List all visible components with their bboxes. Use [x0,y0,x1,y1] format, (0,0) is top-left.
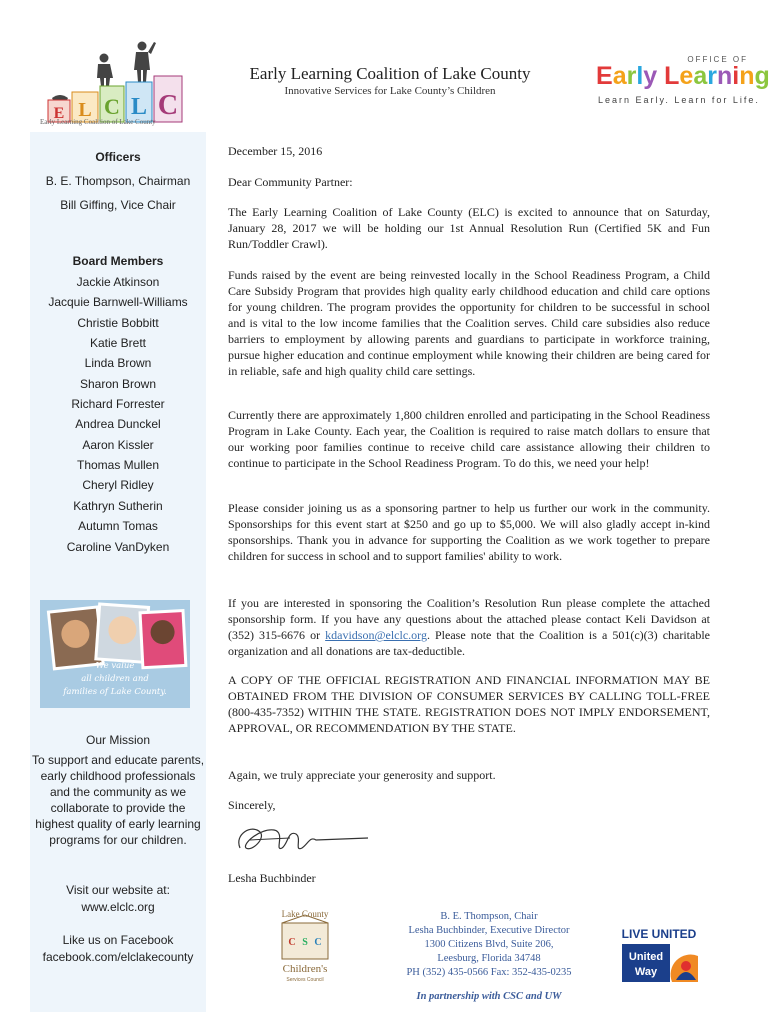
oel-letter: a [693,62,708,90]
mission-heading: Our Mission [85,733,150,747]
signature [230,818,370,862]
mission-line: To support and educate parents, [31,753,205,767]
logo-letter-4: L [130,94,148,120]
board-member: Autumn Tomas [78,519,158,533]
lcc-logo-letter: C [288,937,296,948]
uw-logo-line2: Way [634,966,658,978]
letter-salutation: Dear Community Partner: [228,175,353,189]
lcc-logo-bottom: Children's [282,963,328,975]
logo-letter-1: E [53,105,65,122]
oel-letter: g [754,62,770,90]
email-link[interactable]: kdavidson@elclc.org [325,628,427,642]
footer-partnership: In partnership with CSC and UW [416,991,562,1002]
facebook-link[interactable]: facebook.com/elclakecounty [42,950,194,964]
uw-logo-top: LIVE UNITED [621,927,697,941]
letter-signer: Lesha Buchbinder [228,871,316,885]
oel-letter: E [596,62,613,90]
website-label: Visit our website at: [66,883,170,897]
board-member: Thomas Mullen [76,458,160,472]
photo-caption-line: We value [95,661,135,671]
facebook-label: Like us on Facebook [62,933,174,947]
board-member: Sharon Brown [79,377,157,391]
united-way-logo [618,924,700,984]
letter-date: December 15, 2016 [228,144,323,158]
footer-contact [370,910,608,980]
mission-line: collaborate to provide the [50,801,186,815]
letter-paragraph-5 [228,595,710,659]
mission-line: highest quality of early learning [35,817,201,831]
uw-logo-line1: United [628,951,664,963]
letter-paragraph-2: Funds raised by the event are being reinvested locally in the School Readiness Program, a Child Care Subsidy Program that provides high quality early childhood education and child care options for young children. The program provides the opportunity for children to be successful in school and is vital to the low income families that the Coalition serves. Child care subsidies also reduce barriers to employment by allowing parents and guardians to participate in workforce training, pursue higher education and continue employment while knowing their children are being cared for in reliable, safe and high quality child care settings. [228,268,710,378]
mission-text [30,752,206,848]
footer-contact-line: 1300 Citizens Blvd, Suite 206, [424,939,554,950]
lake-county-childrens-services-logo [270,905,340,985]
lcc-logo-top: Lake County [281,909,329,919]
oel-tagline: Learn Early. Learn for Life. [598,95,760,105]
footer-contact-line: PH (352) 435-0566 Fax: 352-435-0235 [406,967,572,978]
oel-letter: n [739,62,755,90]
mission-line: early childhood professionals [40,769,196,783]
oel-letter: L [664,62,680,90]
photo-caption [40,660,190,699]
letter-closing: Sincerely, [228,798,276,812]
footer-contact-line: Leesburg, Florida 34748 [437,953,541,964]
officer-name: B. E. Thompson, Chairman [45,174,191,188]
officer-name: Bill Giffing, Vice Chair [60,198,176,212]
oel-letter: i [732,62,740,90]
letter-paragraph-7: Again, we truly appreciate your generosity and support. [228,768,496,782]
logo-letter-2: L [78,99,92,121]
board-member: Christie Bobbitt [77,316,159,330]
board-member: Caroline VanDyken [66,540,170,554]
paragraph-5-text-end: . Please note that the Coalition is a 501(c)(3) charitable organization and all donations are tax-deductible. [228,628,710,658]
board-member: Katie Brett [89,336,147,350]
photo-caption-line: families of Lake County. [63,687,167,697]
footer-contact-line: B. E. Thompson, Chair [440,911,538,922]
children-photo [40,600,190,708]
letter-paragraph-1: The Early Learning Coalition of Lake County (ELC) is excited to announce that on Saturday, January 28, 2017 we will be holding our 1st Annual Resolution Run (Certified 5K and Fun Run/Toddler Crawl). [228,205,710,251]
letter-paragraph-3: Currently there are approximately 1,800 children enrolled and participating in the School Readiness Program in Lake County. Each year, the Coalition is required to raise match dollars to ensure that our working poor families continue to receive child care assistance allowing their children to continue to participate in the School Readiness Program. To do this, we need your help! [228,408,710,470]
logo-letter-5: C [157,90,179,121]
photo-caption-line: all children and [81,674,149,684]
officers-heading: Officers [95,150,141,164]
lcc-logo-letter: S [302,937,308,948]
board-member: Kathryn Sutherin [73,499,163,513]
letter-paragraph-4: Please consider joining us as a sponsoring partner to help us further our work in the community. Sponsorships for this event start at $250 and go up to $5,000. We will also gladly accept in-kind sponsorships. Thank you in advance for supporting the Coalition as we work together to prepare children for success in school and to support families' ability to work. [228,501,710,563]
board-member: Cheryl Ridley [82,478,154,492]
elclc-logo-caption: Early Learning Coalition of Lake County [40,118,156,126]
lcc-logo-letter: C [314,937,322,948]
board-member: Aaron Kissler [82,438,154,452]
footer-contact-line: Lesha Buchbinder, Executive Director [408,925,570,936]
oel-letter: l [636,62,644,90]
board-member: Jackie Atkinson [76,275,160,289]
mission-line: programs for our children. [49,833,187,847]
board-member: Andrea Dunckel [75,417,161,431]
oel-office-label: OFFICE OF [687,55,748,64]
oel-letter: y [643,62,658,90]
oel-letter: r [707,62,717,90]
lcc-logo-sub: Services Council [286,977,324,983]
letterhead-subtitle: Innovative Services for Lake County’s Children [284,85,496,97]
board-heading: Board Members [72,254,164,268]
oel-letter: n [716,62,733,90]
board-member: Linda Brown [84,356,152,370]
registration-disclaimer: A COPY OF THE OFFICIAL REGISTRATION AND FINANCIAL INFORMATION MAY BE OBTAINED FROM THE DIVISION OF CONSUMER SERVICES BY CALLING TOLL-FREE (800-435-7352) WITHIN THE STATE. REGISTRATION DOES NOT IMPLY ENDORSEMENT, APPROVAL, OR RECOMMENDATION BY THE STATE. [228,673,710,735]
board-member: Jacquie Barnwell-Williams [48,295,188,309]
letterhead-title: Early Learning Coalition of Lake County [249,64,531,83]
oel-logo-name [596,62,770,91]
logo-letter-3: C [104,94,120,119]
oel-letter: a [612,62,627,90]
website-link[interactable]: www.elclc.org [81,900,155,914]
mission-line: and the community as we [49,785,187,799]
board-member: Richard Forrester [71,397,165,411]
oel-letter: e [679,62,694,90]
paragraph-5-text: If you are interested in sponsoring the Coalition’s Resolution Run please complete the attached sponsorship form. If you have any questions about the attached please contact Keli Davidson at (352) 315-6676 or [228,596,710,642]
oel-letter: r [626,62,637,90]
